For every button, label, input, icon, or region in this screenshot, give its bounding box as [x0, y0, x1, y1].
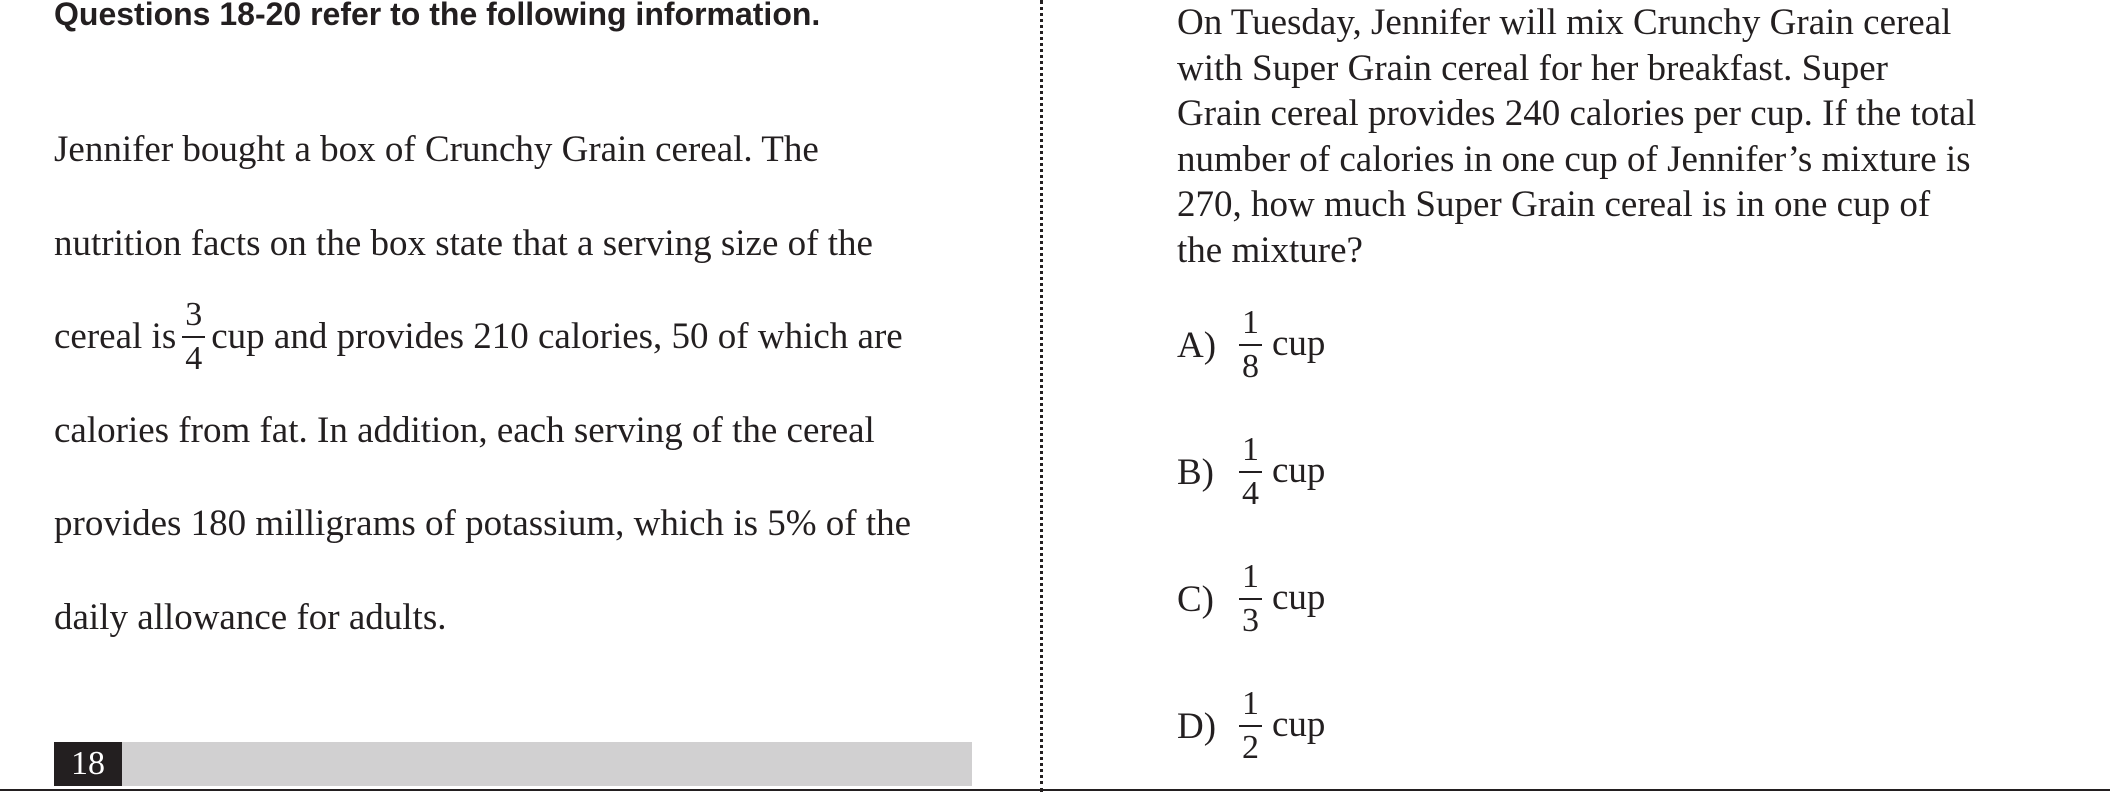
choice-unit: cup: [1272, 322, 1326, 364]
passage-line-with-fraction: [54, 290, 984, 384]
fraction-numerator: 3: [182, 298, 205, 338]
choice-fraction: [1239, 433, 1262, 511]
fraction-denominator: 4: [185, 339, 203, 377]
passage-line: provides 180 milligrams of potassium, which is 5% of the: [54, 503, 912, 544]
answer-choice-d[interactable]: [1177, 687, 1325, 777]
fraction-denominator: 3: [1242, 602, 1259, 639]
question-line: Grain cereal provides 240 calories per cup. If the total: [1177, 93, 1977, 134]
choice-unit: cup: [1272, 449, 1326, 491]
question-line: 270, how much Super Grain cereal is in one cup of: [1177, 184, 1931, 225]
question-line: with Super Grain cereal for her breakfast. Super: [1177, 47, 1888, 89]
choice-letter: D): [1177, 705, 1217, 747]
fraction-numerator: 1: [1239, 306, 1262, 346]
choice-fraction: [1239, 687, 1262, 765]
question-line: On Tuesday, Jennifer will mix Crunchy Grain cereal: [1177, 2, 1952, 43]
choice-fraction: [1239, 560, 1262, 638]
passage: [54, 103, 984, 664]
column-divider: [1040, 0, 1043, 792]
serving-size-fraction: [182, 295, 205, 377]
question-line: the mixture?: [1177, 229, 1363, 271]
question-line: number of calories in one cup of Jennifer’s mixture is: [1177, 138, 1971, 180]
answer-choice-b[interactable]: [1177, 433, 1325, 523]
fraction-numerator: 1: [1239, 560, 1262, 600]
passage-line: calories from fat. In addition, each serving of the cereal: [54, 409, 875, 451]
choice-letter: A): [1177, 324, 1217, 366]
question-set-header: Questions 18-20 refer to the following information.: [54, 0, 821, 32]
footer-bar: [54, 742, 972, 786]
choice-fraction: [1239, 306, 1262, 384]
choice-letter: C): [1177, 578, 1214, 620]
fraction-numerator: 1: [1239, 687, 1262, 727]
passage-line: nutrition facts on the box state that a serving size of the: [54, 222, 873, 264]
answer-choice-c[interactable]: [1177, 560, 1325, 650]
passage-text: cereal is: [54, 316, 177, 357]
choice-letter: B): [1177, 451, 1214, 493]
passage-line: Jennifer bought a box of Crunchy Grain cereal. The: [54, 129, 819, 170]
choice-unit: cup: [1272, 576, 1326, 618]
page-number: 18: [54, 742, 122, 786]
answer-choice-a[interactable]: [1177, 306, 1325, 396]
fraction-denominator: 4: [1242, 475, 1259, 512]
passage-line: daily allowance for adults.: [54, 596, 447, 638]
choice-unit: cup: [1272, 703, 1326, 745]
fraction-denominator: 2: [1242, 729, 1259, 766]
bottom-rule: [0, 789, 2110, 791]
fraction-denominator: 8: [1242, 348, 1259, 385]
fraction-numerator: 1: [1239, 433, 1262, 473]
question-stem: [1177, 0, 2057, 273]
passage-text: cup and provides 210 calories, 50 of which are: [211, 316, 903, 357]
